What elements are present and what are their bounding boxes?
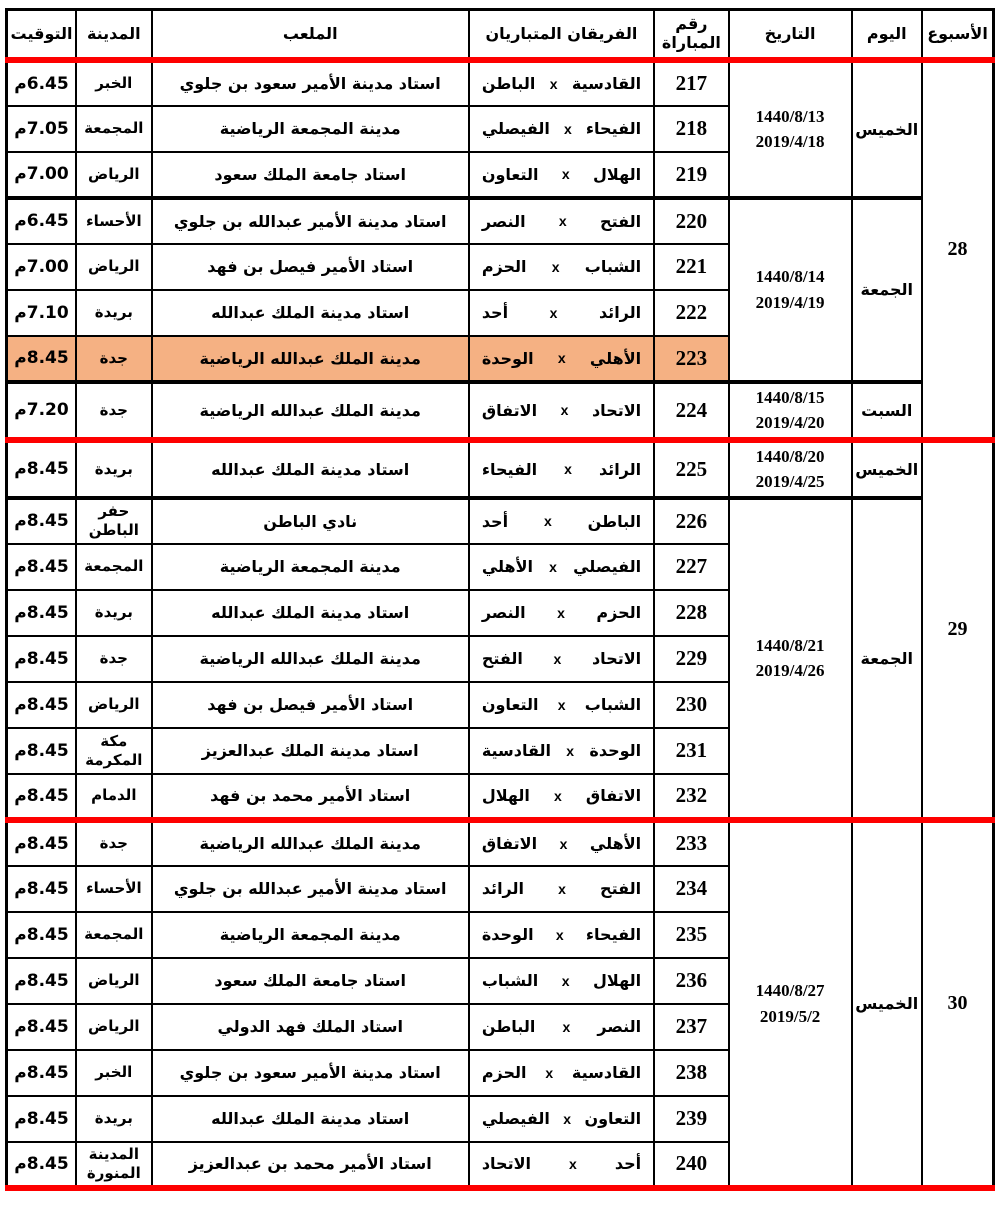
team-away: الباطن	[481, 74, 536, 93]
teams-cell	[469, 244, 654, 290]
match-number-cell: 223	[654, 336, 729, 382]
time-cell: 8.45م	[7, 866, 77, 912]
city-cell: الرياض	[76, 152, 152, 198]
vs-x: x	[557, 350, 566, 366]
teams-cell	[469, 636, 654, 682]
match-number-cell: 233	[654, 820, 729, 866]
teams-cell	[469, 152, 654, 198]
header-week: الأسبوع	[922, 10, 994, 60]
team-away: الفيحاء	[481, 459, 538, 479]
date-hijri: 1440/8/21	[755, 635, 825, 655]
date-cell	[729, 820, 852, 1188]
teams-cell	[469, 198, 654, 244]
teams-pair	[472, 512, 651, 531]
match-number-cell: 219	[654, 152, 729, 198]
vs-x: x	[563, 120, 572, 137]
stadium-cell: استاد الأمير فيصل بن فهد	[152, 244, 469, 290]
header-day: اليوم	[852, 10, 923, 60]
time-cell: 8.45م	[7, 958, 77, 1004]
teams-pair	[472, 1154, 651, 1173]
teams-cell	[469, 1142, 654, 1188]
match-row	[7, 382, 994, 440]
date-gregorian: 2019/4/20	[755, 413, 825, 432]
city-cell: بريدة	[76, 590, 152, 636]
day-cell: الخميس	[852, 60, 923, 198]
header-stadium: الملعب	[152, 10, 469, 60]
teams-pair	[472, 971, 651, 990]
time-cell: 6.45م	[7, 198, 77, 244]
team-away: الحزم	[481, 257, 527, 276]
match-number-cell: 217	[654, 60, 729, 106]
team-home: النصر	[597, 1017, 642, 1036]
teams-pair	[472, 557, 651, 576]
team-home: الفتح	[600, 879, 642, 898]
team-away: الفتح	[481, 649, 523, 668]
time-cell: 8.45م	[7, 544, 77, 590]
team-away: الاتحاد	[481, 1154, 531, 1173]
team-away: الفيصلي	[481, 1109, 550, 1128]
stadium-cell: استاد مدينة الملك عبدالعزيز	[152, 728, 469, 774]
teams-pair	[472, 925, 651, 944]
team-home: الفيحاء	[585, 925, 642, 944]
date-cell	[729, 60, 852, 198]
team-away: النصر	[481, 603, 526, 622]
teams-pair	[472, 603, 651, 622]
teams-pair	[472, 74, 651, 93]
team-home: التعاون	[584, 1109, 642, 1128]
day-cell: السبت	[852, 382, 923, 440]
vs-x: x	[554, 787, 562, 804]
teams-cell	[469, 60, 654, 106]
stadium-cell: مدينة المجمعة الرياضية	[152, 106, 469, 152]
date-cell	[729, 498, 852, 820]
stadium-cell: مدينة الملك عبدالله الرياضية	[152, 636, 469, 682]
stadium-cell: استاد الأمير فيصل بن فهد	[152, 682, 469, 728]
vs-x: x	[549, 558, 557, 575]
city-cell: المجمعة	[76, 912, 152, 958]
header-match-number: رقم المباراة	[654, 10, 729, 60]
vs-x: x	[562, 1018, 571, 1035]
match-number-cell: 218	[654, 106, 729, 152]
team-home: الاتحاد	[591, 400, 642, 420]
city-cell: الدمام	[76, 774, 152, 820]
teams-cell	[469, 1004, 654, 1050]
match-number-cell: 227	[654, 544, 729, 590]
teams-cell	[469, 866, 654, 912]
stadium-cell: استاد الأمير محمد بن عبدالعزيز	[152, 1142, 469, 1188]
match-number-cell: 221	[654, 244, 729, 290]
vs-x: x	[561, 166, 570, 182]
match-number-cell: 232	[654, 774, 729, 820]
teams-cell	[469, 106, 654, 152]
vs-x: x	[549, 75, 558, 92]
match-row	[7, 440, 994, 498]
team-away: القادسية	[481, 741, 552, 760]
date-gregorian: 2019/4/19	[755, 292, 825, 312]
team-away: الوحدة	[481, 348, 534, 368]
teams-pair	[472, 401, 651, 420]
stadium-cell: استاد الأمير محمد بن فهد	[152, 774, 469, 820]
date-cell	[729, 198, 852, 382]
team-away: الحزم	[481, 1063, 527, 1082]
date-gregorian: 2019/4/26	[755, 661, 825, 680]
team-away: الفيصلي	[481, 119, 550, 138]
city-cell: مكة المكرمة	[76, 728, 152, 774]
time-cell: 8.45م	[7, 1142, 77, 1188]
date-hijri: 1440/8/20	[755, 446, 825, 466]
vs-x: x	[566, 742, 575, 759]
teams-cell	[469, 290, 654, 336]
vs-x: x	[569, 1155, 577, 1172]
header-date: التاريخ	[729, 10, 852, 60]
vs-x: x	[557, 604, 565, 621]
time-cell: 8.45م	[7, 636, 77, 682]
teams-cell	[469, 544, 654, 590]
vs-x: x	[551, 258, 560, 275]
time-cell: 8.45م	[7, 336, 77, 382]
teams-cell	[469, 440, 654, 498]
vs-x: x	[553, 650, 562, 667]
stadium-cell: استاد مدينة الأمير سعود بن جلوي	[152, 60, 469, 106]
vs-x: x	[563, 1110, 572, 1127]
vs-x: x	[558, 880, 566, 897]
match-row	[7, 820, 994, 866]
date-cell	[729, 440, 852, 498]
team-away: التعاون	[481, 164, 539, 184]
teams-pair	[472, 303, 651, 322]
team-home: الاتحاد	[591, 649, 642, 668]
stadium-cell: استاد الملك فهد الدولي	[152, 1004, 469, 1050]
teams-pair	[472, 349, 651, 368]
team-home: الهلال	[593, 971, 642, 990]
city-cell: المجمعة	[76, 544, 152, 590]
day-cell: الجمعة	[852, 498, 923, 820]
teams-cell	[469, 728, 654, 774]
city-cell: الخبر	[76, 60, 152, 106]
team-away: النصر	[481, 211, 526, 231]
team-away: الاتفاق	[481, 400, 538, 420]
date-gregorian: 2019/5/2	[759, 1006, 821, 1026]
vs-x: x	[549, 304, 558, 321]
city-cell: حفر الباطن	[76, 498, 152, 544]
team-home: القادسية	[571, 74, 642, 93]
header-city: المدينة	[76, 10, 152, 60]
teams-pair	[472, 119, 651, 138]
schedule-body	[7, 60, 994, 1188]
teams-pair	[472, 212, 651, 231]
time-cell: 8.45م	[7, 912, 77, 958]
stadium-cell: استاد مدينة الأمير عبدالله بن جلوي	[152, 866, 469, 912]
date-cell	[729, 382, 852, 440]
team-home: أحد	[614, 1154, 642, 1173]
vs-x: x	[558, 213, 567, 229]
city-cell: جدة	[76, 382, 152, 440]
team-home: الشباب	[584, 257, 642, 276]
team-home: الحزم	[596, 603, 642, 622]
team-home: الفتح	[600, 211, 642, 231]
stadium-cell: نادي الباطن	[152, 498, 469, 544]
team-away: الشباب	[481, 971, 539, 990]
teams-cell	[469, 912, 654, 958]
team-home: الاتفاق	[585, 786, 642, 805]
stadium-cell: استاد مدينة الملك عبدالله	[152, 440, 469, 498]
stadium-cell: استاد جامعة الملك سعود	[152, 152, 469, 198]
schedule-table	[5, 8, 995, 1191]
time-cell: 8.45م	[7, 682, 77, 728]
team-home: الوحدة	[589, 741, 642, 760]
time-cell: 8.45م	[7, 590, 77, 636]
time-cell: 8.45م	[7, 820, 77, 866]
team-away: الأهلي	[481, 557, 534, 576]
time-cell: 8.45م	[7, 1050, 77, 1096]
match-number-cell: 237	[654, 1004, 729, 1050]
date-gregorian: 2019/4/25	[755, 472, 825, 491]
time-cell: 8.45م	[7, 728, 77, 774]
team-away: أحد	[481, 303, 509, 322]
time-cell: 7.05م	[7, 106, 77, 152]
city-cell: جدة	[76, 636, 152, 682]
header-row	[7, 10, 994, 60]
week-cell: 30	[922, 820, 994, 1188]
teams-pair	[472, 460, 651, 479]
week-cell: 28	[922, 60, 994, 440]
match-number-cell: 220	[654, 198, 729, 244]
header-teams: الفريقان المتباريان	[469, 10, 654, 60]
city-cell: جدة	[76, 336, 152, 382]
match-number-cell: 229	[654, 636, 729, 682]
team-home: الباطن	[587, 511, 642, 531]
teams-pair	[472, 786, 651, 805]
team-home: الشباب	[584, 695, 642, 714]
stadium-cell: مدينة الملك عبدالله الرياضية	[152, 336, 469, 382]
stadium-cell: مدينة المجمعة الرياضية	[152, 912, 469, 958]
time-cell: 8.45م	[7, 498, 77, 544]
stadium-cell: استاد مدينة الملك عبدالله	[152, 1096, 469, 1142]
team-away: الباطن	[481, 1017, 536, 1036]
team-home: الأهلي	[589, 834, 642, 853]
header-time: التوقيت	[7, 10, 77, 60]
vs-x: x	[545, 1064, 554, 1081]
vs-x: x	[559, 835, 568, 852]
match-number-cell: 240	[654, 1142, 729, 1188]
vs-x: x	[561, 972, 570, 989]
teams-pair	[472, 1063, 651, 1082]
teams-cell	[469, 336, 654, 382]
time-cell: 8.45م	[7, 1096, 77, 1142]
time-cell: 6.45م	[7, 60, 77, 106]
teams-pair	[472, 649, 651, 668]
teams-cell	[469, 498, 654, 544]
stadium-cell: استاد جامعة الملك سعود	[152, 958, 469, 1004]
time-cell: 8.45م	[7, 1004, 77, 1050]
team-home: الأهلي	[589, 348, 642, 368]
team-away: الوحدة	[481, 925, 534, 944]
match-row	[7, 198, 994, 244]
teams-pair	[472, 257, 651, 276]
city-cell: بريدة	[76, 290, 152, 336]
city-cell: المدينة المنورة	[76, 1142, 152, 1188]
vs-x: x	[560, 402, 569, 418]
teams-cell	[469, 590, 654, 636]
team-home: الهلال	[593, 164, 642, 184]
stadium-cell: استاد مدينة الأمير سعود بن جلوي	[152, 1050, 469, 1096]
team-home: الفيصلي	[573, 557, 642, 576]
time-cell: 8.45م	[7, 440, 77, 498]
team-home: القادسية	[571, 1063, 642, 1082]
team-away: الرائد	[481, 879, 524, 898]
team-home: الرائد	[598, 459, 642, 479]
teams-pair	[472, 834, 651, 853]
city-cell: جدة	[76, 820, 152, 866]
team-away: التعاون	[481, 695, 539, 714]
match-number-cell: 235	[654, 912, 729, 958]
day-cell: الخميس	[852, 820, 923, 1188]
teams-cell	[469, 382, 654, 440]
teams-cell	[469, 682, 654, 728]
team-away: أحد	[481, 511, 509, 531]
teams-pair	[472, 695, 651, 714]
day-cell: الخميس	[852, 440, 923, 498]
match-number-cell: 224	[654, 382, 729, 440]
match-number-cell: 222	[654, 290, 729, 336]
team-away: الاتفاق	[481, 834, 538, 853]
city-cell: الرياض	[76, 958, 152, 1004]
teams-pair	[472, 165, 651, 184]
teams-cell	[469, 958, 654, 1004]
teams-cell	[469, 820, 654, 866]
teams-cell	[469, 1096, 654, 1142]
match-row	[7, 60, 994, 106]
time-cell: 7.00م	[7, 244, 77, 290]
day-cell: الجمعة	[852, 198, 923, 382]
teams-pair	[472, 1109, 651, 1128]
city-cell: بريدة	[76, 440, 152, 498]
week-cell: 29	[922, 440, 994, 820]
match-number-cell: 231	[654, 728, 729, 774]
stadium-cell: استاد مدينة الملك عبدالله	[152, 590, 469, 636]
match-number-cell: 230	[654, 682, 729, 728]
city-cell: الأحساء	[76, 866, 152, 912]
match-number-cell: 234	[654, 866, 729, 912]
date-gregorian: 2019/4/18	[755, 132, 825, 151]
date-hijri: 1440/8/27	[755, 981, 825, 1000]
date-hijri: 1440/8/13	[755, 106, 825, 126]
time-cell: 7.10م	[7, 290, 77, 336]
stadium-cell: مدينة المجمعة الرياضية	[152, 544, 469, 590]
city-cell: المجمعة	[76, 106, 152, 152]
match-number-cell: 228	[654, 590, 729, 636]
city-cell: الأحساء	[76, 198, 152, 244]
stadium-cell: مدينة الملك عبدالله الرياضية	[152, 820, 469, 866]
match-number-cell: 226	[654, 498, 729, 544]
teams-pair	[472, 741, 651, 760]
city-cell: الرياض	[76, 682, 152, 728]
team-away: الهلال	[481, 786, 530, 805]
time-cell: 7.00م	[7, 152, 77, 198]
city-cell: الخبر	[76, 1050, 152, 1096]
stadium-cell: استاد مدينة الأمير عبدالله بن جلوي	[152, 198, 469, 244]
team-home: الرائد	[598, 303, 642, 322]
city-cell: الرياض	[76, 244, 152, 290]
city-cell: الرياض	[76, 1004, 152, 1050]
time-cell: 8.45م	[7, 774, 77, 820]
stadium-cell: مدينة الملك عبدالله الرياضية	[152, 382, 469, 440]
match-number-cell: 236	[654, 958, 729, 1004]
vs-x: x	[543, 513, 552, 529]
teams-pair	[472, 879, 651, 898]
teams-cell	[469, 1050, 654, 1096]
teams-cell	[469, 774, 654, 820]
city-cell: بريدة	[76, 1096, 152, 1142]
vs-x: x	[557, 696, 566, 713]
teams-pair	[472, 1017, 651, 1036]
date-hijri: 1440/8/14	[755, 267, 825, 286]
vs-x: x	[564, 461, 572, 477]
match-row	[7, 498, 994, 544]
match-number-cell: 239	[654, 1096, 729, 1142]
match-number-cell: 238	[654, 1050, 729, 1096]
team-home: الفيحاء	[585, 119, 642, 138]
time-cell: 7.20م	[7, 382, 77, 440]
stadium-cell: استاد مدينة الملك عبدالله	[152, 290, 469, 336]
match-number-cell: 225	[654, 440, 729, 498]
date-hijri: 1440/8/15	[755, 387, 825, 407]
vs-x: x	[555, 926, 564, 943]
